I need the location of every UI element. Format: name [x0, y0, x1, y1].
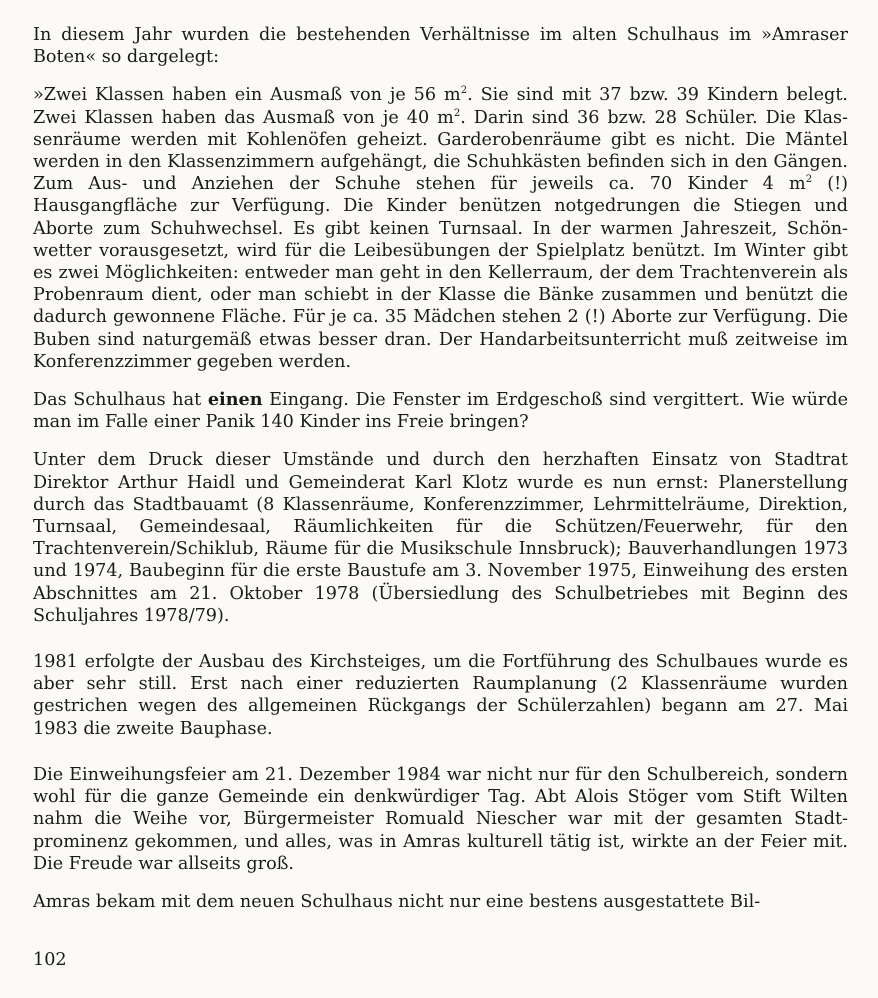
- superscript-2: 2: [460, 85, 468, 97]
- paragraph-planning: Unter dem Druck dieser Umstände und durch den herzhaften Einsatz von Stadtrat Direktor Arthur Haidl und Gemeinderat Karl Klotz wurde es nun ernst: Planerstellung durch das Stadtbauamt (8 Klassenräume, Konferenzzimmer, Lehrmittelräume, Direktion, Turnsaal, Gemeindesaal, Räumlichkeiten für die Schützen/Feuerwehr, für den Trachtenverein/Schiklub, Räume für die Musikschule Innsbruck); Bauverhandlungen 1973 und 1974, Baubeginn für die erste Baustufe am 3. November 1975, Einweihung des ersten Abschnittes am 21. Oktober 1978 (Übersiedlung des Schulbetriebes mit Beginn des Schuljahres 1978/79).: [33, 450, 848, 626]
- quote-text-part-1: »Zwei Klassen haben ein Ausmaß von je 56 m: [33, 85, 461, 106]
- paragraph-intro: In diesem Jahr wurden die bestehenden Verhältnisse im alten Schulhaus im »Amraser Boten« so dargelegt:: [33, 25, 848, 68]
- paragraph-construction: 1981 erfolgte der Ausbau des Kirchsteiges, um die Fortführung des Schulbaues wurde es aber sehr still. Erst nach einer reduzierten Raumplanung (2 Klassenräume wurden gestrichen wegen des allgemeinen Rückgangs der Schülerzahlen) begann am 27. Mai 1983 die zweite Bauphase.: [33, 652, 848, 739]
- quote-text-part-2: . Sie sind mit 37 bzw. 39 Kindern belegt. Zwei Klassen haben das Ausmaß von je 40 m: [33, 85, 848, 128]
- quote-text-part-4: (!) Hausgangfläche zur Verfügung. Die Kinder benützen notgedrungen die Stiegen und Aborte zum Schuhwechsel. Es gibt keinen Turnsaal. In der warmen Jahreszeit, Schönwetter vorausgesetzt, wird für die Leibesübungen der Spielplatz benützt. Im Winter gibt es zwei Möglichkeiten: entweder man geht in den Kellerraum, der dem Trachtenverein als Probenraum dient, oder man schiebt in der Klasse die Bänke zusammen und benützt die dadurch gewonnene Fläche. Für je ca. 35 Mädchen stehen 2 (!) Aborte zur Verfügung. Die Buben sind naturgemäß etwas besser dran. Der Handarbeitsunterricht muß zeitweise im Konferenzzimmer gegeben werden.: [33, 174, 849, 372]
- page-number: 102: [33, 950, 67, 970]
- entrance-text-part-1: Das Schulhaus hat: [33, 390, 208, 411]
- emphasized-word: einen: [207, 389, 263, 411]
- paragraph-quote: [33, 84, 848, 373]
- paragraph-closing: Amras bekam mit dem neuen Schulhaus nicht nur eine bestens ausgestattete Bil-: [33, 891, 761, 912]
- paragraph-inauguration: Die Einweihungsfeier am 21. Dezember 1984 war nicht nur für den Schulbereich, sondern wohl für die ganze Gemeinde ein denkwürdiger Tag. Abt Alois Stöger vom Stift Wilten nahm die Weihe vor, Bürgermeister Romuald Niescher war mit der gesamten Stadtprominenz gekommen, und alles, was in Amras kulturell tätig ist, wirkte an der Feier mit. Die Freude war allseits groß.: [33, 764, 848, 874]
- paragraph-entrance: [33, 389, 848, 433]
- superscript-2: 2: [805, 174, 813, 186]
- entrance-text-part-2: Eingang. Die Fenster im Erdgeschoß sind vergittert. Wie würde man im Falle einer Panik 140 Kinder ins Freie bringen?: [33, 390, 849, 433]
- superscript-2: 2: [453, 107, 461, 119]
- quote-text-part-3: . Darin sind 36 bzw. 28 Schüler. Die Klassenräume werden mit Kohlenöfen geheizt. Garderobenräume gibt es nicht. Die Mäntel werden in den Klassenzimmern aufgehängt, die Schuhkästen befinden sich in den Gängen. Zum Aus- und Anziehen der Schuhe stehen für jeweils ca. 70 Kinder 4 m: [33, 107, 848, 195]
- document-page: [33, 24, 848, 913]
